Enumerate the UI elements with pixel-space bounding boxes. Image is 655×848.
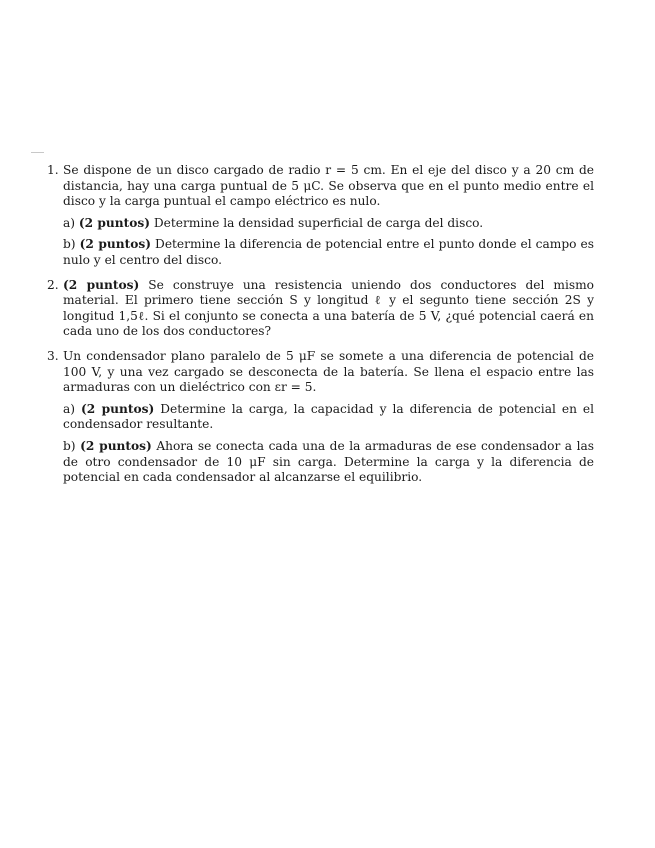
exam-document (47, 163, 594, 495)
problem-3 (47, 349, 594, 486)
problem-statement: Se dispone de un disco cargado de radio r = 5 cm. En el eje del disco y a 20 cm de distancia, hay una carga puntual de 5 μC. Se observa que en el punto medio entre el disco y la carga puntual el campo eléctrico es nulo. (63, 163, 594, 209)
problem-number: 2. (47, 277, 59, 292)
subquestion-text: Determine la densidad superficial de carga del disco. (153, 215, 484, 230)
points-label: (2 puntos) (63, 277, 140, 292)
points-label: (2 puntos) (78, 215, 151, 230)
subquestion-text: Determine la carga, la capacidad y la diferencia de potencial en el condensador resultante. (63, 401, 595, 432)
subquestion-text: Determine la diferencia de potencial entre el punto donde el campo es nulo y el centro del disco. (63, 237, 594, 267)
problem-2 (47, 278, 594, 340)
points-label: (2 puntos) (79, 237, 151, 252)
points-label: (2 puntos) (80, 438, 152, 453)
header-rule (31, 152, 44, 153)
problem-number: 3. (47, 348, 59, 363)
subquestion-label: b) (63, 438, 76, 453)
problem-text: Se construye una resistencia uniendo dos conductores del mismo material. El primero tiene sección S y longitud ℓ y el segunto tiene sección 2S y longitud 1,5ℓ. Si el conjunto se conecta a una batería de 5 V, ¿qué potencial caerá en cada uno de los dos conductores? (63, 277, 595, 339)
subquestion-b (63, 439, 594, 486)
subquestion-label: b) (63, 237, 76, 252)
subquestion-a (63, 216, 594, 232)
subquestion-label: a) (63, 215, 76, 230)
subquestion-label: a) (63, 401, 76, 416)
problem-1 (47, 163, 594, 269)
problem-statement: Un condensador plano paralelo de 5 μF se somete a una diferencia de potencial de 100 V, y una vez cargado se desconecta de la batería. Se llena el espacio entre las armaduras con un dieléctrico con εr = 5. (63, 348, 594, 395)
problem-statement (63, 278, 594, 340)
subquestion-a (63, 402, 594, 433)
points-label: (2 puntos) (81, 401, 155, 416)
subquestion-text: Ahora se conecta cada una de la armaduras de ese condensador a las de otro condensador de 10 μF sin carga. Determine la carga y la diferencia de potencial en cada condensador al alcanzarse el equilibrio. (63, 438, 594, 485)
subquestion-b (63, 237, 594, 268)
problem-number: 1. (47, 163, 59, 177)
